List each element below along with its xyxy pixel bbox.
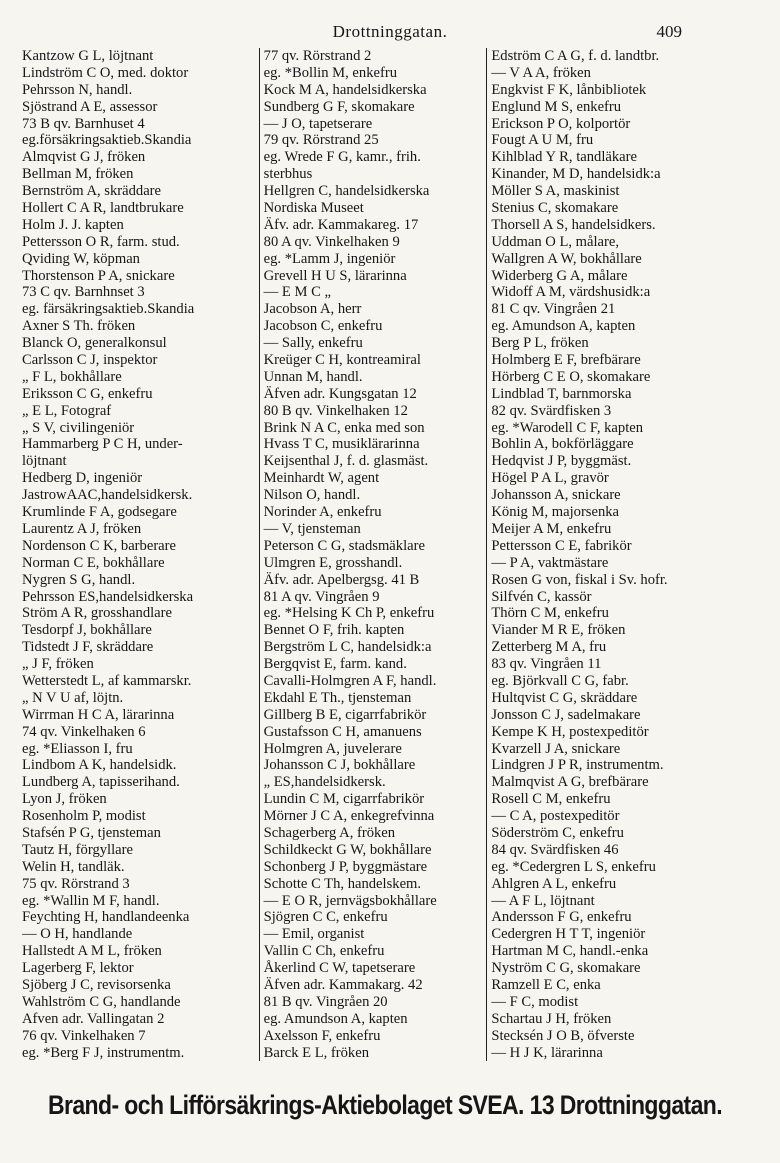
directory-entry: Hellgren C, handelsidkerska — [263, 183, 430, 200]
directory-entry: Hartman M C, handl.-enka — [491, 943, 649, 960]
directory-entry: Jonsson C J, sadelmakare — [491, 706, 641, 723]
directory-entry: Hultqvist C G, skräddare — [491, 689, 638, 706]
directory-entry: Cedergren H T T, ingeniör — [491, 926, 646, 943]
directory-entry: Widerberg G A, målare — [491, 267, 628, 284]
directory-entry: Hörberg C E O, skomakare — [491, 368, 651, 385]
directory-entry: Afven adr. Vallingatan 2 — [22, 1010, 165, 1027]
directory-entry: Högel P A L, gravör — [491, 470, 609, 487]
directory-entry: sterbhus — [263, 166, 313, 183]
directory-columns — [22, 48, 722, 1061]
directory-entry: „ S V, civilingeniör — [22, 419, 135, 436]
directory-entry: Sjöberg J C, revisorsenka — [22, 976, 171, 993]
directory-entry: 73 B qv. Barnhuset 4 — [22, 115, 145, 132]
directory-entry: König M, majorsenka — [491, 504, 620, 521]
directory-entry: 77 qv. Rörstrand 2 — [263, 48, 372, 64]
directory-entry: Lindström C O, med. doktor — [22, 64, 189, 81]
directory-entry: Nordiska Museet — [263, 200, 364, 217]
directory-entry: Welin H, tandläk. — [22, 858, 125, 875]
directory-entry: Viander M R E, fröken — [491, 622, 626, 639]
svea-advertisement: Brand- och Lifförsäkrings-Aktiebolaget SVEA. 13 Drottninggatan. — [48, 1089, 722, 1120]
directory-entry: Holm J. J. kapten — [22, 216, 124, 233]
directory-entry: Pehrsson ES,handelsidkerska — [22, 588, 194, 605]
directory-entry: Bellman M, fröken — [22, 166, 134, 183]
directory-entry: — J O, tapetserare — [263, 115, 373, 132]
directory-entry: Stecksén J O B, öfverste — [491, 1027, 635, 1044]
directory-entry: Hollert C A R, landtbrukare — [22, 200, 184, 217]
directory-entry: Jacobson C, enkefru — [263, 318, 383, 335]
directory-entry: Peterson C G, stadsmäklare — [263, 537, 425, 554]
directory-column-right — [487, 48, 722, 1061]
directory-entry: Nordenson C K, barberare — [22, 537, 176, 554]
directory-entry: Ulmgren E, grosshandl. — [263, 554, 403, 571]
directory-entry: Stafsén P G, tjensteman — [22, 824, 161, 841]
directory-entry: Lyon J, fröken — [22, 791, 107, 808]
directory-entry: Schotte C Th, handelskem. — [263, 875, 422, 892]
directory-entry: eg. Amundson A, kapten — [491, 318, 636, 335]
directory-entry: Lindgren J P R, instrumentm. — [491, 757, 664, 774]
page-header — [0, 22, 780, 48]
directory-entry: Barck E L, fröken — [263, 1044, 369, 1061]
directory-entry: Fougt A U M, fru — [491, 132, 594, 149]
directory-entry: Almqvist G J, fröken — [22, 149, 146, 166]
directory-entry: 79 qv. Rörstrand 25 — [263, 132, 379, 149]
directory-entry: — Emil, organist — [263, 926, 365, 943]
directory-entry: Carlsson C J, inspektor — [22, 352, 158, 369]
directory-entry: Feychting H, handlandeenka — [22, 909, 190, 926]
directory-entry: Lagerberg F, lektor — [22, 960, 134, 977]
directory-entry: Tidstedt J F, skräddare — [22, 639, 154, 656]
directory-entry: Pettersson C E, fabrikör — [491, 537, 632, 554]
directory-entry: Ström A R, grosshandlare — [22, 605, 172, 622]
directory-entry: Kinander, M D, handelsidk:a — [491, 166, 661, 183]
directory-entry: Malmqvist A G, brefbärare — [491, 774, 649, 791]
directory-entry: Vallin C Ch, enkefru — [263, 943, 385, 960]
directory-entry: Meinhardt W, agent — [263, 470, 380, 487]
directory-entry: Englund M S, enkefru — [491, 98, 622, 115]
directory-entry: Eriksson C G, enkefru — [22, 385, 153, 402]
directory-entry: Grevell H U S, lärarinna — [263, 267, 407, 284]
directory-entry: 83 qv. Vingråen 11 — [491, 656, 602, 673]
directory-entry: 74 qv. Vinkelhaken 6 — [22, 723, 146, 740]
directory-entry: Sundberg G F, skomakare — [263, 98, 415, 115]
directory-entry: Äfv. adr. Kammakareg. 17 — [263, 216, 419, 233]
directory-entry: Johansson A, snickare — [491, 487, 621, 504]
directory-entry: Kock M A, handelsidkerska — [263, 81, 427, 98]
directory-entry: Thorstenson P A, snickare — [22, 267, 175, 284]
directory-entry: eg. *Helsing K Ch P, enkefru — [263, 605, 435, 622]
directory-entry: Lundin C M, cigarrfabrikör — [263, 791, 425, 808]
directory-entry: Berg P L, fröken — [491, 335, 589, 352]
directory-entry: — E O R, jernvägsbokhållare — [263, 892, 437, 909]
directory-entry: Bergqvist E, farm. kand. — [263, 656, 407, 673]
directory-entry: eg. *Lamm J, ingeniör — [263, 250, 396, 267]
directory-entry: Tesdorpf J, bokhållare — [22, 622, 152, 639]
directory-entry: Thorsell A S, handelsidkers. — [491, 216, 656, 233]
directory-entry: Schagerberg A, fröken — [263, 824, 396, 841]
directory-entry: eg. Wrede F G, kamr., frih. — [263, 149, 421, 166]
directory-entry: 80 B qv. Vinkelhaken 12 — [263, 402, 408, 419]
directory-entry: 82 qv. Svärdfisken 3 — [491, 402, 612, 419]
directory-entry: „ E L, Fotograf — [22, 402, 112, 419]
directory-entry: Äfv. adr. Apelbergsg. 41 B — [263, 571, 420, 588]
directory-entry: Rosen G von, fiskal i Sv. hofr. — [491, 571, 668, 588]
directory-entry: Lindblad T, barnmorska — [491, 385, 632, 402]
directory-entry: Engkvist F K, lånbibliotek — [491, 81, 647, 98]
directory-entry: Äfven adr. Kammakarg. 42 — [263, 976, 423, 993]
directory-entry: Nygren S G, handl. — [22, 571, 136, 588]
directory-entry: Norinder A, enkefru — [263, 504, 382, 521]
directory-entry: Bennet O F, frih. kapten — [263, 622, 405, 639]
directory-entry: Wallgren A W, bokhållare — [491, 250, 642, 267]
directory-entry: Rosenholm P, modist — [22, 808, 146, 825]
directory-entry: — Sally, enkefru — [263, 335, 363, 352]
directory-entry: — H J K, lärarinna — [491, 1044, 603, 1061]
directory-entry: eg. *Wallin M F, handl. — [22, 892, 160, 909]
directory-entry: 75 qv. Rörstrand 3 — [22, 875, 130, 892]
directory-entry: Gustafsson C H, amanuens — [263, 723, 422, 740]
directory-entry: Bohlin A, bokförläggare — [491, 436, 634, 453]
directory-entry: Rosell C M, enkefru — [491, 791, 611, 808]
directory-column-left — [22, 48, 260, 1061]
directory-entry: Axelsson F, enkefru — [263, 1027, 381, 1044]
directory-entry: löjtnant — [22, 453, 67, 470]
directory-entry: eg. färsäkringsaktieb.Skandia — [22, 301, 195, 318]
directory-entry: eg. *Warodell C F, kapten — [491, 419, 644, 436]
directory-entry: „ F L, bokhållare — [22, 368, 122, 385]
directory-entry: Schartau J H, fröken — [491, 1010, 612, 1027]
directory-entry: eg. *Bollin M, enkefru — [263, 64, 397, 81]
directory-entry: Zetterberg M A, fru — [491, 639, 607, 656]
directory-entry: Schonberg J P, byggmästare — [263, 858, 428, 875]
directory-entry: 84 qv. Svärdfisken 46 — [491, 841, 619, 858]
directory-entry: Unnan M, handl. — [263, 368, 363, 385]
directory-entry: Kreüger C H, kontreamiral — [263, 352, 421, 369]
directory-entry: Keijsenthal J, f. d. glasmäst. — [263, 453, 429, 470]
directory-entry: Cavalli-Holmgren A F, handl. — [263, 672, 437, 689]
directory-entry: Pehrsson N, handl. — [22, 81, 133, 98]
directory-entry: Brink N A C, enka med son — [263, 419, 425, 436]
directory-entry: Ahlgren A L, enkefru — [491, 875, 617, 892]
directory-entry: Bergström L C, handelsidk:a — [263, 639, 432, 656]
directory-entry: Nilson O, handl. — [263, 487, 361, 504]
directory-entry: Wahlström C G, handlande — [22, 993, 181, 1010]
directory-entry: Hallstedt A M L, fröken — [22, 943, 162, 960]
directory-entry: „ J F, fröken — [22, 656, 94, 673]
directory-entry: 81 C qv. Vingråen 21 — [491, 301, 616, 318]
directory-entry: Krumlinde F A, godsegare — [22, 504, 177, 521]
directory-entry: Hammarberg P C H, under- — [22, 436, 183, 453]
directory-entry: eg. *Berg F J, instrumentm. — [22, 1044, 185, 1061]
directory-entry: Thörn C M, enkefru — [491, 605, 609, 622]
directory-entry: Söderström C, enkefru — [491, 824, 624, 841]
directory-entry: Axner S Th. fröken — [22, 318, 136, 335]
directory-entry: Pettersson O R, farm. stud. — [22, 233, 180, 250]
directory-entry: — F C, modist — [491, 993, 579, 1010]
directory-entry: Edström C A G, f. d. landtbr. — [491, 48, 660, 64]
directory-entry: eg.försäkringsaktieb.Skandia — [22, 132, 192, 149]
directory-entry: Jacobson A, herr — [263, 301, 362, 318]
directory-entry: 73 C qv. Barnhnset 3 — [22, 284, 145, 301]
directory-entry: 80 A qv. Vinkelhaken 9 — [263, 233, 400, 250]
directory-entry: — V A A, fröken — [491, 64, 591, 81]
directory-entry: Holmberg E F, brefbärare — [491, 352, 641, 369]
directory-entry: Bernström A, skräddare — [22, 183, 162, 200]
directory-entry: — V, tjensteman — [263, 520, 361, 537]
directory-entry: Lundberg A, tapisserihand. — [22, 774, 180, 791]
directory-entry: Tautz H, förgyllare — [22, 841, 133, 858]
directory-entry: — C A, postexpeditör — [491, 808, 620, 825]
directory-entry: JastrowAAC,handelsidkersk. — [22, 487, 193, 504]
directory-entry: Qviding W, köpman — [22, 250, 140, 267]
directory-entry: Äfven adr. Kungsgatan 12 — [263, 385, 417, 402]
directory-entry: 76 qv. Vinkelhaken 7 — [22, 1027, 146, 1044]
directory-entry: Hedberg D, ingeniör — [22, 470, 143, 487]
directory-entry: — E M C „ — [263, 284, 331, 301]
directory-entry: 81 B qv. Vingråen 20 — [263, 993, 388, 1010]
directory-entry: Widoff A M, värdshusidk:a — [491, 284, 651, 301]
directory-entry: Uddman O L, målare, — [491, 233, 620, 250]
directory-entry: Wirrman H C A, lärarinna — [22, 706, 175, 723]
directory-entry: eg. Björkvall C G, fabr. — [491, 672, 629, 689]
directory-entry: Åkerlind C W, tapetserare — [263, 960, 416, 977]
directory-column-middle — [260, 48, 488, 1061]
directory-entry: Andersson F G, enkefru — [491, 909, 632, 926]
directory-entry: Schildkeckt G W, bokhållare — [263, 841, 432, 858]
page-number: 409 — [656, 22, 682, 41]
directory-entry: Kihlblad Y R, tandläkare — [491, 149, 637, 166]
directory-entry: Nyström C G, skomakare — [491, 960, 641, 977]
directory-entry: eg. Amundson A, kapten — [263, 1010, 408, 1027]
directory-entry: Stenius C, skomakare — [491, 200, 619, 217]
directory-entry: Kantzow G L, löjtnant — [22, 48, 154, 64]
directory-entry: Holmgren A, juvelerare — [263, 740, 402, 757]
directory-entry: „ N V U af, löjtn. — [22, 689, 124, 706]
directory-entry: Norman C E, bokhållare — [22, 554, 165, 571]
directory-entry: Ekdahl E Th., tjensteman — [263, 689, 412, 706]
directory-entry: Ramzell E C, enka — [491, 976, 601, 993]
directory-entry: eg. *Eliasson I, fru — [22, 740, 133, 757]
directory-entry: Johansson C J, bokhållare — [263, 757, 416, 774]
directory-entry: eg. *Cedergren L S, enkefru — [491, 858, 656, 875]
directory-entry: Kempe K H, postexpeditör — [491, 723, 649, 740]
directory-entry: — P A, vaktmästare — [491, 554, 609, 571]
directory-entry: Meijer A M, enkefru — [491, 520, 612, 537]
directory-entry: Möller S A, maskinist — [491, 183, 620, 200]
directory-entry: Blanck O, generalkonsul — [22, 335, 167, 352]
directory-entry: Sjöstrand A E, assessor — [22, 98, 158, 115]
directory-entry: Laurentz A J, fröken — [22, 520, 142, 537]
directory-entry: 81 A qv. Vingråen 9 — [263, 588, 380, 605]
directory-entry: Erickson P O, kolportör — [491, 115, 631, 132]
directory-entry: Hvass T C, musiklärarinna — [263, 436, 420, 453]
directory-entry: — O H, handlande — [22, 926, 133, 943]
directory-entry: Sjögren C C, enkefru — [263, 909, 388, 926]
directory-entry: Gillberg B E, cigarrfabrikör — [263, 706, 427, 723]
directory-entry: Kvarzell J A, snickare — [491, 740, 621, 757]
directory-entry: — A F L, löjtnant — [491, 892, 595, 909]
directory-entry: Wetterstedt L, af kammarskr. — [22, 672, 192, 689]
directory-entry: „ ES,handelsidkersk. — [263, 774, 386, 791]
directory-entry: Silfvén C, kassör — [491, 588, 592, 605]
street-heading: Drottninggatan. — [332, 22, 448, 41]
directory-entry: Hedqvist J P, byggmäst. — [491, 453, 632, 470]
directory-entry: Mörner J C A, enkegrefvinna — [263, 808, 435, 825]
directory-entry: Lindbom A K, handelsidk. — [22, 757, 177, 774]
